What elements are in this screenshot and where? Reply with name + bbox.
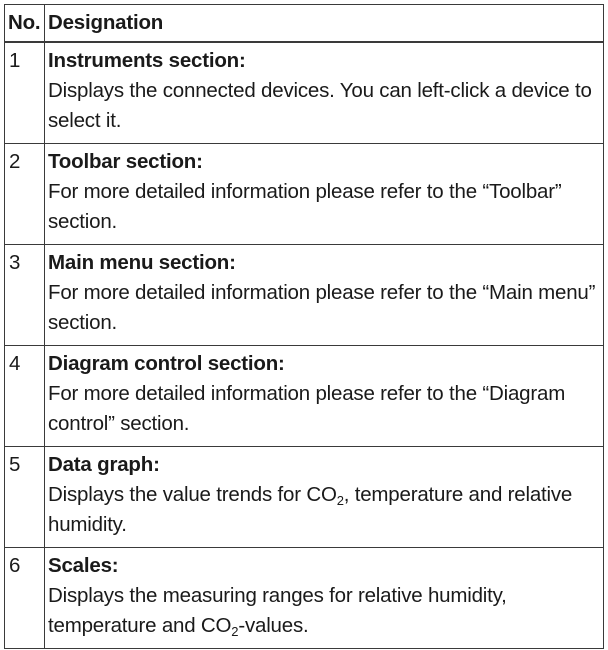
co2-subscript: 2	[336, 493, 344, 508]
item-text-start: Displays the value trends for CO	[48, 483, 337, 506]
item-text-start: Displays the measuring ranges for relative humidity, temperature and CO	[48, 584, 507, 637]
item-title: Instruments section:	[48, 49, 246, 72]
header-no: No.	[5, 5, 45, 43]
row-designation	[45, 144, 604, 245]
header-designation: Designation	[45, 5, 604, 43]
row-number: 4	[5, 346, 45, 447]
item-title: Main menu section:	[48, 251, 236, 274]
row-number: 3	[5, 245, 45, 346]
row-designation	[45, 42, 604, 144]
table-row	[5, 548, 604, 649]
row-number: 2	[5, 144, 45, 245]
row-number: 6	[5, 548, 45, 649]
item-text-end: , temperature and relative humidity.	[48, 483, 573, 536]
table-row	[5, 346, 604, 447]
co2-subscript: 2	[231, 624, 239, 639]
table-row	[5, 42, 604, 144]
table-row	[5, 245, 604, 346]
item-title: Toolbar section:	[48, 150, 203, 173]
item-title: Scales:	[48, 554, 119, 577]
item-text: Displays the connected devices. You can left-click a device to select it.	[48, 79, 592, 132]
row-designation	[45, 447, 604, 548]
row-number: 1	[5, 42, 45, 144]
item-text: For more detailed information please refer to the “Toolbar” section.	[48, 180, 562, 233]
item-text	[48, 581, 599, 641]
item-text	[48, 480, 599, 540]
row-designation	[45, 548, 604, 649]
item-text: For more detailed information please refer to the “Main menu” section.	[48, 281, 596, 334]
table-row	[5, 144, 604, 245]
item-title: Diagram control section:	[48, 352, 285, 375]
table-header-row	[5, 5, 604, 43]
row-designation	[45, 245, 604, 346]
row-number: 5	[5, 447, 45, 548]
item-text: For more detailed information please refer to the “Diagram control” section.	[48, 382, 566, 435]
row-designation	[45, 346, 604, 447]
item-title: Data graph:	[48, 453, 160, 476]
designation-table	[4, 4, 604, 649]
item-text-end: -values.	[238, 614, 309, 637]
table-row	[5, 447, 604, 548]
